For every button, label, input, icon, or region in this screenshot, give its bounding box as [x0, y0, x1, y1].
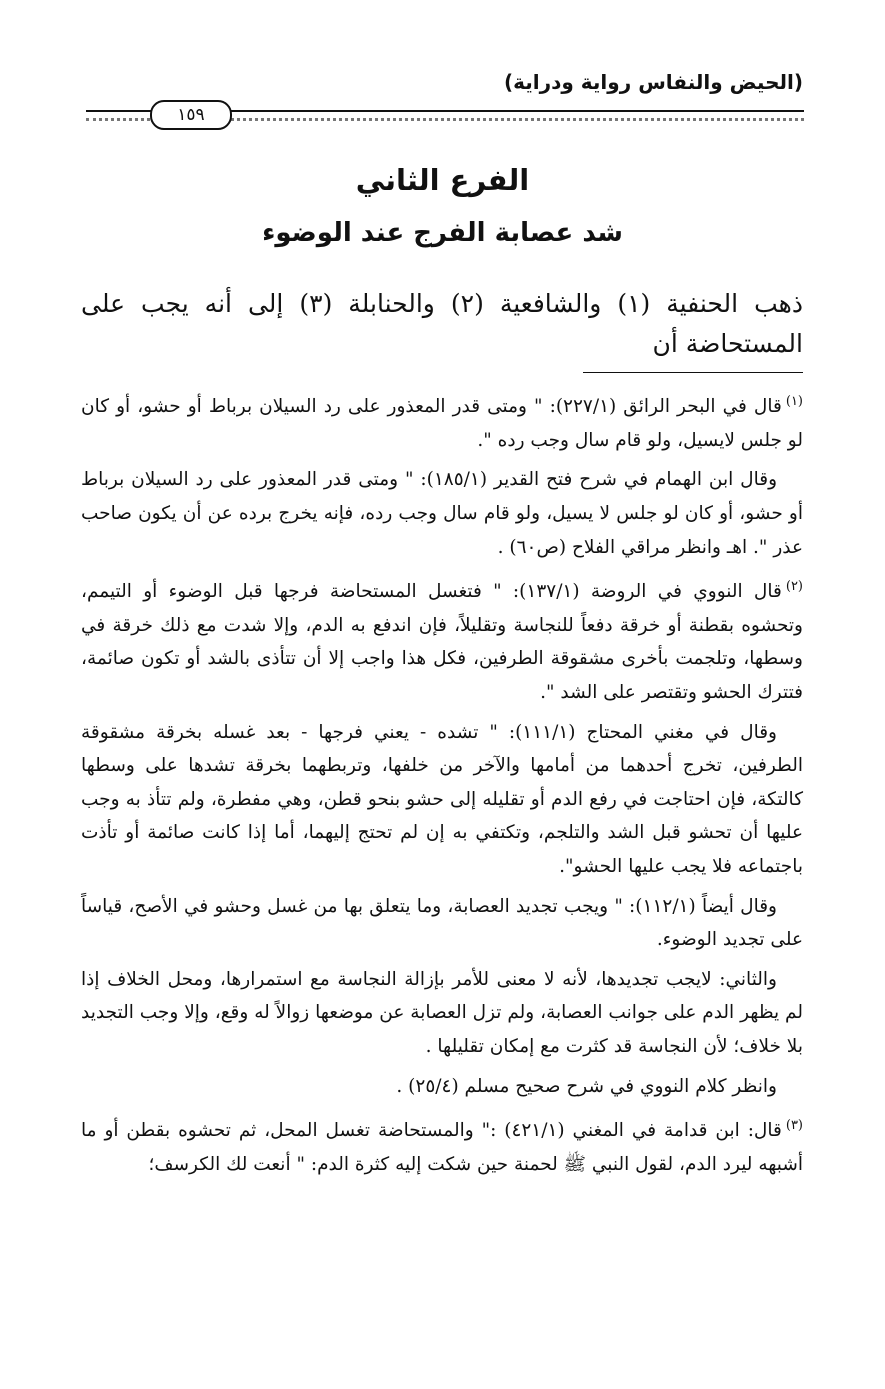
footnote-2-paragraph	[81, 963, 803, 1064]
footnote-2-paragraph	[81, 890, 803, 957]
footnote-text: قال: ابن قدامة في المغني (٤٢١/١) :" والمستحاضة تغسل المحل، ثم تحشوه بقطن أو ما أشبهه ليرد الدم، لقول النبي ﷺ لحمنة حين شكت إليه كثرة الدم: " أنعت لك الكرسف؛	[81, 1120, 803, 1175]
footnote-text: وقال ابن الهمام في شرح فتح القدير (١٨٥/١): " ومتى قدر المعذور على رد السيلان برباط أو حشو، أو كان لو جلس لا يسيل، ولو قام سال وجب رده، فإنه يخرج برده عن أن يكون صاحب عذر ". اهـ وانظر مراقي الفلاح (ص٦٠) .	[81, 469, 803, 558]
section-subtitle: شد عصابة الفرج عند الوضوء	[262, 218, 623, 248]
section-title: الفرع الثاني	[355, 163, 530, 197]
footnote-marker: (١)	[785, 394, 803, 409]
footnote-2-paragraph	[81, 716, 803, 884]
footnote-2	[81, 570, 803, 710]
footnote-3	[81, 1109, 803, 1181]
footnote-2-paragraph	[81, 1070, 803, 1104]
running-head: (الحيض والنفاس رواية ودراية)	[503, 70, 803, 94]
main-text: ذهب الحنفية (١) والشافعية (٢) والحنابلة (٣) إلى أنه يجب على المستحاضة أن	[81, 289, 803, 358]
footnote-text: قال في البحر الرائق (٢٢٧/١): " ومتى قدر المعذور على رد السيلان برباط أو حشو، أو كان لو جلس لايسيل، ولو قام سال وجب رده ".	[81, 396, 803, 451]
header-rule	[86, 100, 804, 130]
footnote-text: وقال أيضاً (١١٢/١): " ويجب تجديد العصابة، وما يتعلق بها من غسل وحشو في الأصح، قياساً على تجديد الوضوء.	[81, 895, 803, 951]
footnote-text: وانظر كلام النووي في شرح صحيح مسلم (٢٥/٤) .	[396, 1075, 777, 1097]
footnote-1	[81, 385, 803, 457]
footnote-text: والثاني: لايجب تجديدها، لأنه لا معنى للأمر بإزالة النجاسة مع استمرارها، ومحل الخلاف إذا لم يظهر الدم على جوانب العصابة، ولم تزل العصابة عن موضعها زوالاً له وقع، وإلا وجب التجديد بلا خلاف؛ لأن النجاسة قد كثرت مع إمكان تقليلها .	[81, 968, 803, 1057]
footnotes	[81, 385, 803, 1188]
footnote-marker: (٣)	[785, 1118, 803, 1134]
page-number: ١٥٩	[150, 100, 232, 130]
footnote-text: قال النووي في الروضة (١٣٧/١): " فتغسل المستحاضة فرجها قبل الوضوء أو التيمم، وتحشوه بقطنة أو خرقة دفعاً للنجاسة وتقليلاً، فإن اندفع به الدم، وإلا شدت مع ذلك خرقة في وسطها، وتلجمت بأخرى مشقوقة الطرفين، فكل هذا واجب إلا أن تتأذى بالشد أو تكون صائمة، فتترك الحشو وتقتصر على الشد ".	[81, 581, 803, 704]
footnote-marker: (٢)	[785, 579, 803, 595]
footnote-1-paragraph	[81, 463, 803, 564]
footnote-separator	[583, 372, 803, 373]
footnote-text: وقال في مغني المحتاج (١١١/١): " تشده - يعني فرجها - بعد غسله بخرقة مشقوقة الطرفين، تخرج أحدهما من أمامها والآخر من خلفها، وتربطهما بخرقة تشدها على وسطها كالتكة، فإن احتاجت في رفع الدم أو تقليله إلى حشو بنحو قطن، وهي مفطرة، ولم تتأذ به وجب عليها أن تحشو قبل الشد والتلجم، وتكتفي به إن لم تحتج إليهما، أما إذا كانت صائمة أو تأذت باجتماعه فلا يجب عليها الحشو".	[81, 721, 803, 878]
